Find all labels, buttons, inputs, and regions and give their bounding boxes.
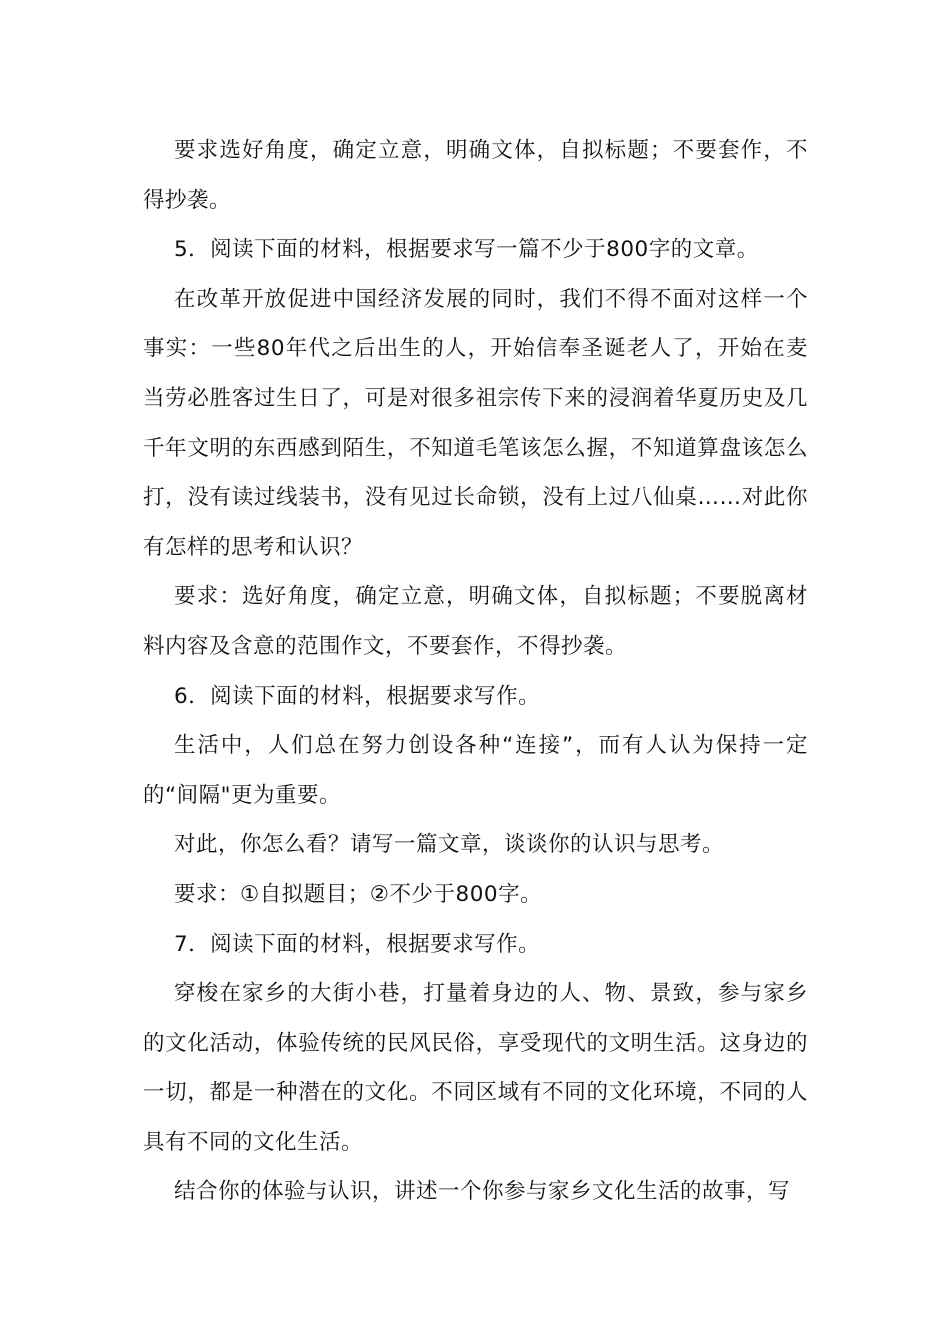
paragraph-prompt-6: 对此，你怎么看？请写一篇文章，谈谈你的认识与思考。 (174, 832, 725, 858)
paragraph-prompt-7: 结合你的体验与认识，讲述一个你参与家乡文化生活的故事，写 (174, 1179, 791, 1205)
paragraph-material-6: 生活中，人们总在努力创设各种“连接”，而有人认为保持一定的“间隔"更为重要。 (143, 733, 808, 808)
paragraph-requirement-4: 要求选好角度，确定立意，明确文体，自拟标题；不要套作，不得抄袭。 (143, 138, 808, 213)
paragraph-question-5: 5．阅读下面的材料，根据要求写一篇不少于800字的文章。 (174, 237, 759, 263)
paragraph-material-5: 在改革开放促进中国经济发展的同时，我们不得不面对这样一个事实：一些80年代之后出生的人，开始信奉圣诞老人了，开始在麦当劳必胜客过生日了，可是对很多祖宗传下来的浸润着华夏历史及几千年文明的东西感到陌生，不知道毛笔该怎么握，不知道算盘该怎么打，没有读过线装书，没有见过长命锁，没有上过八仙桌……对此你有怎样的思考和认识？ (143, 286, 808, 560)
paragraph-requirement-5: 要求：选好角度，确定立意，明确文体，自拟标题；不要脱离材料内容及含意的范围作文，不要套作，不得抄袭。 (143, 584, 808, 659)
paragraph-requirement-6: 要求：①自拟题目；②不少于800字。 (174, 881, 543, 907)
paragraph-question-6: 6．阅读下面的材料，根据要求写作。 (174, 683, 541, 709)
document-body (143, 126, 808, 1217)
paragraph-material-7: 穿梭在家乡的大街小巷，打量着身边的人、物、景致，参与家乡的文化活动，体验传统的民风民俗，享受现代的文明生活。这身边的一切，都是一种潜在的文化。不同区域有不同的文化环境，不同的人具有不同的文化生活。 (143, 981, 808, 1155)
paragraph-question-7: 7．阅读下面的材料，根据要求写作。 (174, 931, 541, 957)
